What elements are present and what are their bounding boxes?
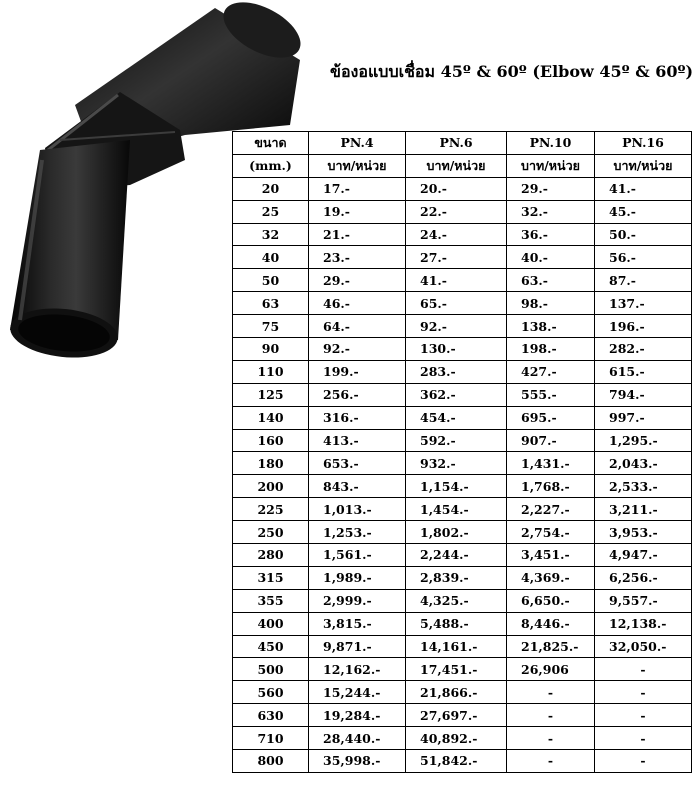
price-table (232, 131, 692, 773)
price-cell: 21,866.- (406, 681, 507, 704)
price-cell: 6,256.- (595, 566, 692, 589)
size-cell: 280 (233, 544, 309, 567)
price-cell: 41.- (595, 177, 692, 200)
size-header: ขนาด (233, 132, 309, 155)
size-cell: 25 (233, 200, 309, 223)
size-cell: 355 (233, 589, 309, 612)
size-cell: 800 (233, 750, 309, 773)
price-cell: 1,431.- (507, 452, 595, 475)
price-cell: 98.- (507, 292, 595, 315)
price-cell: 41.- (406, 269, 507, 292)
table-row (233, 315, 692, 338)
price-cell: 615.- (595, 360, 692, 383)
price-cell: 932.- (406, 452, 507, 475)
price-cell: 592.- (406, 429, 507, 452)
unit-row (233, 154, 692, 177)
price-cell: 130.- (406, 338, 507, 361)
price-cell: 23.- (309, 246, 406, 269)
price-cell: 2,533.- (595, 475, 692, 498)
price-cell: 20.- (406, 177, 507, 200)
price-cell: 907.- (507, 429, 595, 452)
size-cell: 40 (233, 246, 309, 269)
table-row (233, 429, 692, 452)
size-cell: 180 (233, 452, 309, 475)
price-cell: 92.- (406, 315, 507, 338)
price-cell: 28,440.- (309, 727, 406, 750)
size-cell: 140 (233, 406, 309, 429)
price-cell: - (595, 704, 692, 727)
price-cell: 12,162.- (309, 658, 406, 681)
table-row (233, 475, 692, 498)
price-cell: 4,325.- (406, 589, 507, 612)
price-cell: 196.- (595, 315, 692, 338)
price-cell: 256.- (309, 383, 406, 406)
price-cell: - (595, 727, 692, 750)
size-cell: 160 (233, 429, 309, 452)
price-unit: บาท/หน่วย (406, 154, 507, 177)
price-cell: 27,697.- (406, 704, 507, 727)
size-cell: 450 (233, 635, 309, 658)
price-cell: 46.- (309, 292, 406, 315)
price-cell: 32,050.- (595, 635, 692, 658)
size-cell: 710 (233, 727, 309, 750)
price-cell: 9,871.- (309, 635, 406, 658)
price-cell: 138.- (507, 315, 595, 338)
price-cell: 50.- (595, 223, 692, 246)
price-cell: 32.- (507, 200, 595, 223)
size-unit: (mm.) (233, 154, 309, 177)
table-row (233, 452, 692, 475)
price-cell: 3,815.- (309, 612, 406, 635)
grade-header: PN.10 (507, 132, 595, 155)
price-cell: - (595, 681, 692, 704)
price-cell: 8,446.- (507, 612, 595, 635)
size-cell: 75 (233, 315, 309, 338)
price-cell: 1,989.- (309, 566, 406, 589)
table-row (233, 200, 692, 223)
price-cell: 137.- (595, 292, 692, 315)
price-cell: - (507, 681, 595, 704)
size-cell: 560 (233, 681, 309, 704)
price-cell: 63.- (507, 269, 595, 292)
grade-header: PN.16 (595, 132, 692, 155)
price-cell: 2,839.- (406, 566, 507, 589)
price-cell: 1,768.- (507, 475, 595, 498)
table-row (233, 589, 692, 612)
price-cell: 1,013.- (309, 498, 406, 521)
price-cell: 24.- (406, 223, 507, 246)
price-cell: 21.- (309, 223, 406, 246)
price-cell: 2,754.- (507, 521, 595, 544)
price-cell: 413.- (309, 429, 406, 452)
header-row (233, 132, 692, 155)
price-cell: 64.- (309, 315, 406, 338)
price-cell: 2,244.- (406, 544, 507, 567)
price-cell: 3,211.- (595, 498, 692, 521)
table-row (233, 612, 692, 635)
table-row (233, 658, 692, 681)
size-cell: 50 (233, 269, 309, 292)
size-cell: 200 (233, 475, 309, 498)
grade-header: PN.4 (309, 132, 406, 155)
price-cell: - (595, 750, 692, 773)
price-cell: 362.- (406, 383, 507, 406)
price-cell: 454.- (406, 406, 507, 429)
price-cell: 1,253.- (309, 521, 406, 544)
size-cell: 315 (233, 566, 309, 589)
price-cell: 21,825.- (507, 635, 595, 658)
price-cell: 5,488.- (406, 612, 507, 635)
table-row (233, 360, 692, 383)
size-cell: 400 (233, 612, 309, 635)
table-row (233, 704, 692, 727)
price-cell: 283.- (406, 360, 507, 383)
price-cell: 27.- (406, 246, 507, 269)
price-cell: 15,244.- (309, 681, 406, 704)
price-cell: 3,953.- (595, 521, 692, 544)
table-row (233, 498, 692, 521)
table-row (233, 269, 692, 292)
price-cell: 45.- (595, 200, 692, 223)
price-cell: 9,557.- (595, 589, 692, 612)
price-cell: - (507, 704, 595, 727)
price-cell: 843.- (309, 475, 406, 498)
price-unit: บาท/หน่วย (595, 154, 692, 177)
price-cell: 4,369.- (507, 566, 595, 589)
price-cell: 6,650.- (507, 589, 595, 612)
price-cell: 19,284.- (309, 704, 406, 727)
price-cell: 17.- (309, 177, 406, 200)
price-cell: 26,906 (507, 658, 595, 681)
table-row (233, 727, 692, 750)
price-cell: 3,451.- (507, 544, 595, 567)
size-cell: 630 (233, 704, 309, 727)
price-cell: 427.- (507, 360, 595, 383)
table-row (233, 246, 692, 269)
price-cell: 2,043.- (595, 452, 692, 475)
size-cell: 90 (233, 338, 309, 361)
table-row (233, 635, 692, 658)
price-cell: 51,842.- (406, 750, 507, 773)
table-row (233, 177, 692, 200)
table-row (233, 750, 692, 773)
size-cell: 110 (233, 360, 309, 383)
table-row (233, 681, 692, 704)
size-cell: 250 (233, 521, 309, 544)
price-cell: 4,947.- (595, 544, 692, 567)
price-unit: บาท/หน่วย (507, 154, 595, 177)
price-cell: 316.- (309, 406, 406, 429)
size-cell: 32 (233, 223, 309, 246)
size-cell: 20 (233, 177, 309, 200)
price-cell: - (595, 658, 692, 681)
price-cell: 19.- (309, 200, 406, 223)
price-cell: 36.- (507, 223, 595, 246)
price-cell: 35,998.- (309, 750, 406, 773)
price-cell: 555.- (507, 383, 595, 406)
price-cell: 199.- (309, 360, 406, 383)
price-cell: - (507, 727, 595, 750)
price-cell: 92.- (309, 338, 406, 361)
price-cell: 29.- (309, 269, 406, 292)
price-cell: 40.- (507, 246, 595, 269)
table-row (233, 383, 692, 406)
price-cell: 17,451.- (406, 658, 507, 681)
price-cell: 794.- (595, 383, 692, 406)
price-cell: 695.- (507, 406, 595, 429)
price-cell: - (507, 750, 595, 773)
table-row (233, 292, 692, 315)
price-cell: 282.- (595, 338, 692, 361)
price-cell: 87.- (595, 269, 692, 292)
price-cell: 198.- (507, 338, 595, 361)
table-row (233, 406, 692, 429)
table-row (233, 223, 692, 246)
price-cell: 997.- (595, 406, 692, 429)
price-cell: 653.- (309, 452, 406, 475)
table-row (233, 338, 692, 361)
price-cell: 1,295.- (595, 429, 692, 452)
price-cell: 1,802.- (406, 521, 507, 544)
price-cell: 56.- (595, 246, 692, 269)
price-cell: 14,161.- (406, 635, 507, 658)
size-cell: 125 (233, 383, 309, 406)
table-row (233, 566, 692, 589)
price-cell: 65.- (406, 292, 507, 315)
price-cell: 1,561.- (309, 544, 406, 567)
price-cell: 1,454.- (406, 498, 507, 521)
size-cell: 63 (233, 292, 309, 315)
table-row (233, 521, 692, 544)
grade-header: PN.6 (406, 132, 507, 155)
price-cell: 12,138.- (595, 612, 692, 635)
table-row (233, 544, 692, 567)
price-cell: 29.- (507, 177, 595, 200)
price-cell: 40,892.- (406, 727, 507, 750)
price-cell: 2,227.- (507, 498, 595, 521)
price-cell: 22.- (406, 200, 507, 223)
size-cell: 500 (233, 658, 309, 681)
price-cell: 2,999.- (309, 589, 406, 612)
price-cell: 1,154.- (406, 475, 507, 498)
page-title: ข้องอแบบเชื่อม 45º & 60º (Elbow 45º & 60º) (330, 62, 694, 81)
price-unit: บาท/หน่วย (309, 154, 406, 177)
size-cell: 225 (233, 498, 309, 521)
